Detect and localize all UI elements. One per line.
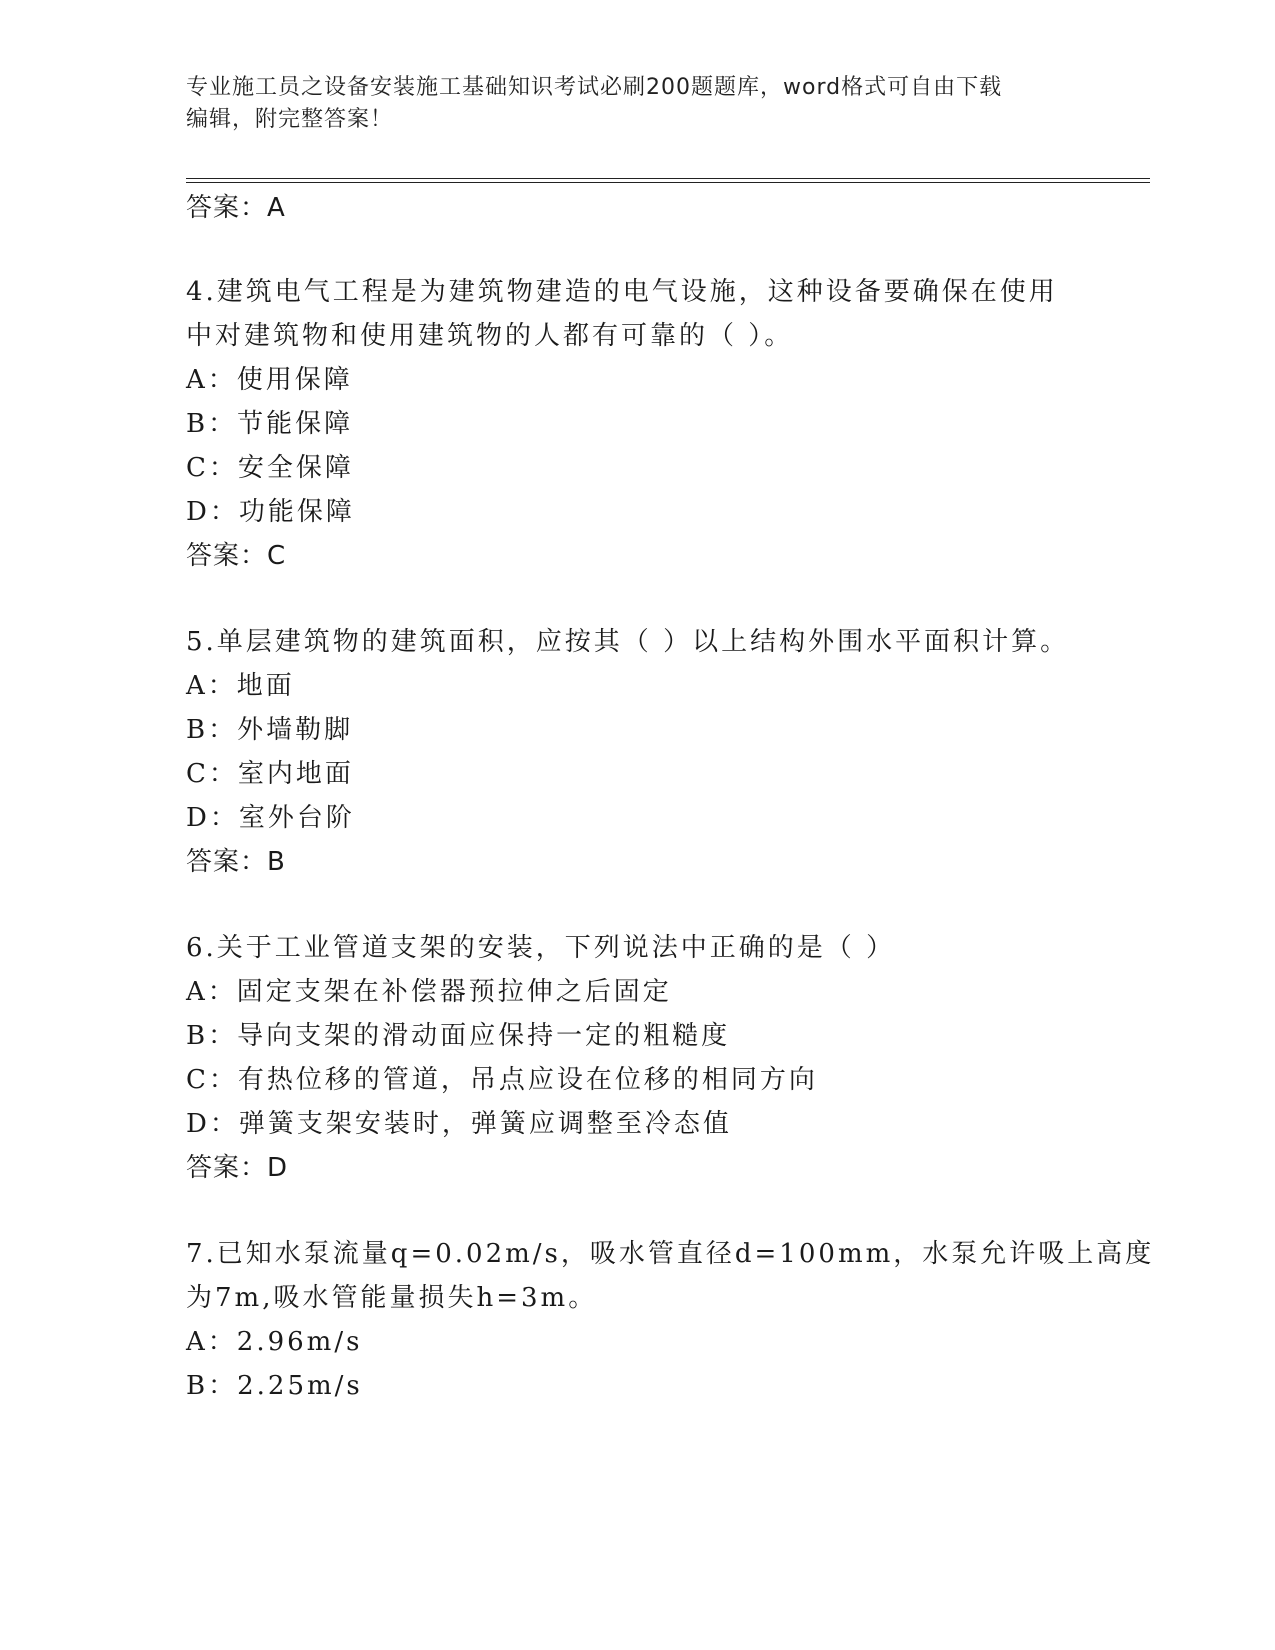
question-4-stem-line-2: 中对建筑物和使用建筑物的人都有可靠的（ ）。 (186, 321, 794, 351)
question-6-option-b: B：导向支架的滑动面应保持一定的粗糙度 (186, 1021, 731, 1051)
header-title-line-2: 编辑，附完整答案！ (186, 107, 394, 132)
question-7-stem-line-2: 为7m,吸水管能量损失h=3m。 (186, 1283, 598, 1313)
question-6-option-c: C：有热位移的管道，吊点应设在位移的相同方向 (186, 1065, 818, 1095)
question-6-answer: 答案：D (186, 1153, 289, 1183)
question-4-answer: 答案：C (186, 541, 287, 571)
question-7-stem-line-1: 7.已知水泵流量q=0.02m/s，吸水管直径d=100mm，水泵允许吸上高度 (186, 1239, 1155, 1269)
header-divider-bottom (186, 182, 1150, 183)
question-4-option-d: D：功能保障 (186, 497, 355, 527)
question-5-stem-line-1: 5.单层建筑物的建筑面积，应按其（ ）以上结构外围水平面积计算。 (186, 627, 1070, 657)
question-5-answer: 答案：B (186, 847, 286, 877)
question-5-option-b: B：外墙勒脚 (186, 715, 354, 745)
header-title-line-1: 专业施工员之设备安装施工基础知识考试必刷200题题库，word格式可自由下载 (186, 75, 1003, 100)
header-divider-top (186, 178, 1150, 179)
question-6-option-a: A：固定支架在补偿器预拉伸之后固定 (186, 977, 672, 1007)
question-4-stem-line-1: 4.建筑电气工程是为建筑物建造的电气设施，这种设备要确保在使用 (186, 277, 1058, 307)
question-5-option-c: C：室内地面 (186, 759, 354, 789)
question-6-option-d: D：弹簧支架安装时，弹簧应调整至冷态值 (186, 1109, 732, 1139)
question-7-option-b: B：2.25m/s (186, 1371, 363, 1401)
question-5-option-d: D：室外台阶 (186, 803, 355, 833)
question-6-stem-line-1: 6.关于工业管道支架的安装，下列说法中正确的是（ ） (186, 933, 896, 963)
question-4-option-a: A：使用保障 (186, 365, 353, 395)
question-5-option-a: A：地面 (186, 671, 295, 701)
question-4-option-b: B：节能保障 (186, 409, 354, 439)
document-header (186, 72, 1066, 136)
question-4-option-c: C：安全保障 (186, 453, 354, 483)
previous-answer: 答案：A (186, 193, 286, 223)
question-7-option-a: A：2.96m/s (186, 1327, 363, 1357)
